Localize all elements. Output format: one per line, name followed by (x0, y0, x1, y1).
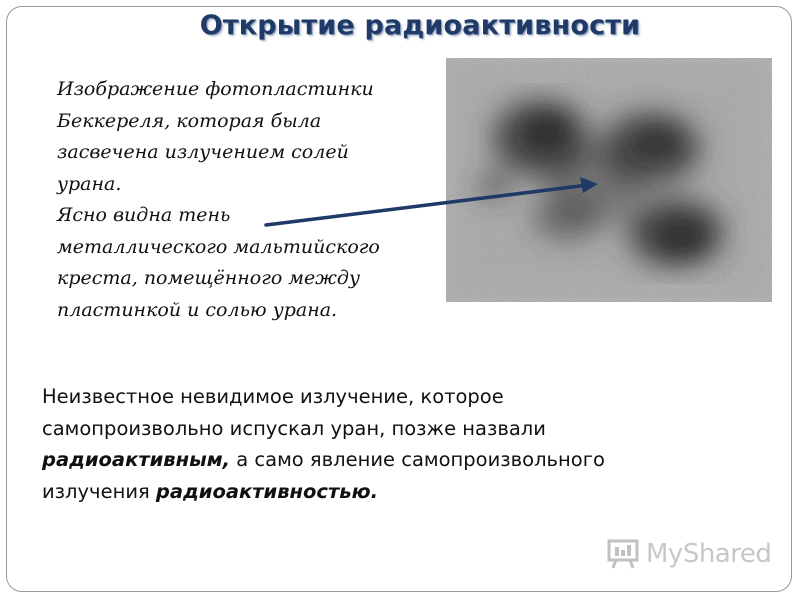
caption-line: Ясно видна тень (57, 204, 231, 226)
caption-line: Изображение фотопластинки (57, 78, 374, 100)
caption-line: креста, помещённого между (57, 267, 360, 289)
caption-line: Беккереля, которая была (57, 109, 322, 132)
myshared-watermark (606, 536, 771, 572)
explanation-paragraph (42, 381, 762, 507)
watermark-text: MyShared (646, 539, 772, 569)
term-radioactive: радиоактивным, (42, 448, 231, 471)
paragraph-line: самопроизвольно испускал уран, позже назвали (42, 416, 546, 440)
paragraph-line (42, 444, 762, 476)
photo-caption (57, 74, 447, 326)
caption-line: пластинкой и солью урана. (57, 298, 338, 321)
slide-title: Открытие радиоактивности (199, 10, 641, 41)
paragraph-text: а само явление самопроизвольного (230, 448, 605, 471)
paragraph-text: излучения (42, 479, 156, 503)
caption-line: металлического мальтийского (57, 235, 380, 258)
paragraph-line (42, 476, 762, 508)
presentation-board-icon (606, 538, 640, 570)
caption-line: засвечена излучением солей (57, 141, 349, 163)
caption-line: урана. (57, 172, 122, 195)
paragraph-line: Неизвестное невидимое излучение, которое (42, 385, 504, 408)
term-radioactivity: радиоактивностью. (155, 479, 378, 503)
photographic-plate-image (446, 58, 772, 302)
becquerel-plate-photo (446, 58, 772, 302)
